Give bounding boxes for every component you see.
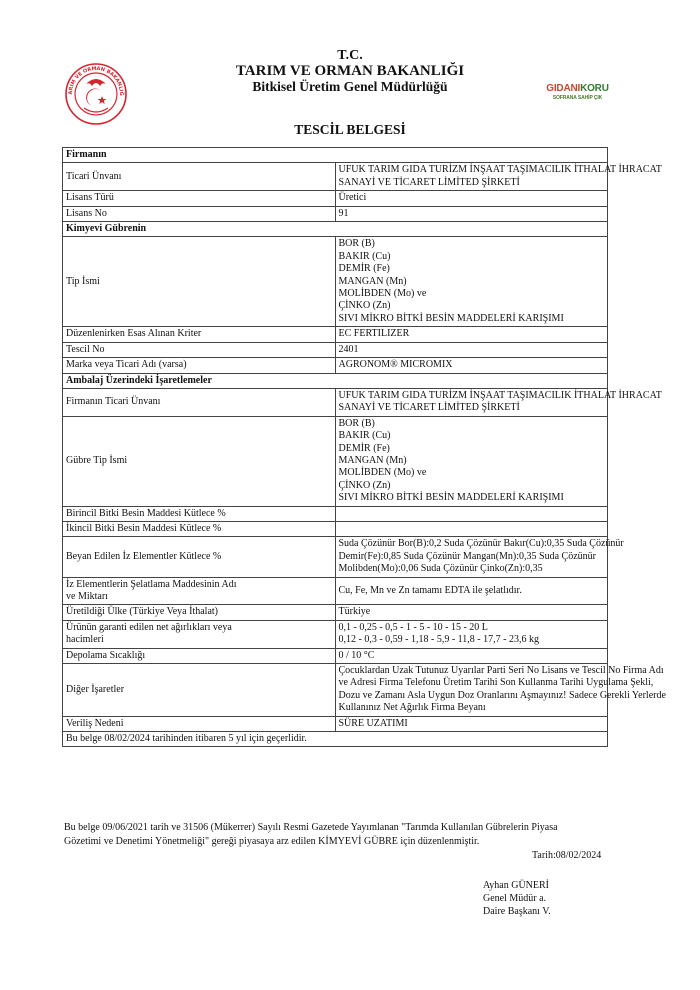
brand-value: AGRONOM® MICROMIX <box>335 358 608 373</box>
signer-title: Genel Müdür a. <box>483 893 547 904</box>
storage-temp-label: Depolama Sıcaklığı <box>63 648 336 663</box>
firm-trade-name-label: Firmanın Ticari Ünvanı <box>63 388 336 416</box>
table-row <box>63 605 608 620</box>
header-tc: T.C. <box>337 48 363 63</box>
header-ministry: TARIM VE ORMAN BAKANLIĞI <box>235 63 465 79</box>
storage-temp-value: 0 / 10 °C <box>335 648 608 663</box>
table-row <box>63 237 608 327</box>
regulation-note: Bu belge 09/06/2021 tarih ve 31506 (Mükerrer) Sayılı Resmi Gazetede Yayımlanan "Tarımda Kullanılan Gübrelerin Piyasa Gözetimi ve Denetimi Yönetmeliği" gereği piyasaya arz edilen KİMYEVİ GÜBRE için düzenlenmiştir. <box>64 822 558 847</box>
trace-elements-value: Suda Çözünür Bor(B):0,2 Suda Çözünür Bakır(Cu):0,35 Suda Çözünür Demir(Fe):0,85 Suda Çözünür Mangan(Mn):0,35 Suda Çözünür Molibden(Mo):0,06 Suda Çözünür Çinko(Zn):0,35 <box>335 537 608 577</box>
section-packaging: Ambalaj Üzerindeki İşaretlemeler <box>63 373 608 388</box>
section-firm: Firmanın <box>63 148 608 163</box>
other-markings-value: Çocuklardan Uzak Tutunuz Uyarılar Parti Seri No Lisans ve Tescil No Firma Adı ve Adresi Firma Telefonu Üretim Tarihi Son Kullanma Tarihi Uygulama Şekli, Dozu ve Zamanı Asla Uygun Doz Oranlarını Aşmayınız! Sadece Gerekli Yerlerde Kullanınız Net Ağırlık Firma Beyanı <box>335 664 608 717</box>
issue-reason-value: SÜRE UZATIMI <box>335 716 608 731</box>
table-row <box>63 716 608 731</box>
primary-nutrient-value <box>335 506 608 521</box>
firm-trade-name-value: UFUK TARIM GIDA TURİZM İNŞAAT TAŞIMACILIK İTHALAT İHRACAT SANAYİ VE TİCARET LİMİTED ŞİRKETİ <box>335 388 608 416</box>
table-row <box>63 732 608 747</box>
table-row <box>63 191 608 206</box>
gidani-koru-logo: GIDANIKORU SOFRANA SAHİP ÇIK <box>546 83 609 101</box>
table-row <box>63 506 608 521</box>
signer-department: Daire Başkanı V. <box>483 906 551 917</box>
secondary-nutrient-label: İkincil Bitki Besin Maddesi Kütlece % <box>63 521 336 536</box>
trade-name-label: Ticari Ünvanı <box>63 163 336 191</box>
signer-name: Ayhan GÜNERİ <box>483 880 550 891</box>
issue-date: Tarih:08/02/2024 <box>532 850 602 861</box>
net-weights-value: 0,1 - 0,25 - 0,5 - 1 - 5 - 10 - 15 - 20 L 0,12 - 0,3 - 0,59 - 1,18 - 5,9 - 11,8 - 17,7 - 23,6 kg <box>335 620 608 648</box>
type-name-label: Tip İsmi <box>63 237 336 327</box>
criteria-value: EC FERTILIZER <box>335 327 608 342</box>
registration-no-value: 2401 <box>335 342 608 357</box>
table-row <box>63 620 608 648</box>
table-row <box>63 388 608 416</box>
secondary-nutrient-value <box>335 521 608 536</box>
registration-no-label: Tescil No <box>63 342 336 357</box>
origin-country-label: Üretildiği Ülke (Türkiye Veya İthalat) <box>63 605 336 620</box>
table-row <box>63 342 608 357</box>
type-name-value: BOR (B) BAKIR (Cu) DEMİR (Fe) MANGAN (Mn) MOLİBDEN (Mo) ve ÇİNKO (Zn) SIVI MİKRO BİTKİ BESİN MADDELERİ KARIŞIMI <box>335 237 608 327</box>
license-type-value: Üretici <box>335 191 608 206</box>
table-row <box>63 664 608 717</box>
chelate-value: Cu, Fe, Mn ve Zn tamamı EDTA ile şelatlıdır. <box>335 577 608 605</box>
trace-elements-label: Beyan Edilen İz Elementler Kütlece % <box>63 537 336 577</box>
license-no-label: Lisans No <box>63 206 336 221</box>
document-title: TESCİL BELGESİ <box>294 122 406 137</box>
registration-table <box>62 147 666 747</box>
origin-country-value: Türkiye <box>335 605 608 620</box>
trade-name-value: UFUK TARIM GIDA TURİZM İNŞAAT TAŞIMACILIK İTHALAT İHRACAT SANAYİ VE TİCARET LİMİTED ŞİRKETİ <box>335 163 608 191</box>
criteria-label: Düzenlenirken Esas Alınan Kriter <box>63 327 336 342</box>
signature-block <box>483 879 551 918</box>
seal-text: ARIM VE ORMAN BAKANLIĞ <box>67 65 125 96</box>
license-no-value: 91 <box>335 206 608 221</box>
table-row <box>63 163 608 191</box>
svg-text:TARIM VE ORMAN BAKANLIĞI <box>64 62 125 96</box>
net-weights-label: Ürünün garanti edilen net ağırlıkları veya hacimleri <box>63 620 336 648</box>
table-row <box>63 521 608 536</box>
table-row <box>63 648 608 663</box>
primary-nutrient-label: Birincil Bitki Besin Maddesi Kütlece % <box>63 506 336 521</box>
table-row <box>63 577 608 605</box>
section-fertilizer: Kimyevi Gübrenin <box>63 222 608 237</box>
brand-label: Marka veya Ticari Adı (varsa) <box>63 358 336 373</box>
chelate-label: İz Elementlerin Şelatlama Maddesinin Adı ve Miktarı <box>63 577 336 605</box>
fertilizer-type-label: Gübre Tip İsmi <box>63 416 336 506</box>
table-row <box>63 327 608 342</box>
table-row <box>63 416 608 506</box>
table-row <box>63 206 608 221</box>
ministry-seal-logo <box>64 62 128 126</box>
fertilizer-type-value: BOR (B) BAKIR (Cu) DEMİR (Fe) MANGAN (Mn) MOLİBDEN (Mo) ve ÇİNKO (Zn) SIVI MİKRO BİTKİ BESİN MADDELERİ KARIŞIMI <box>335 416 608 506</box>
validity-statement: Bu belge 08/02/2024 tarihinden itibaren 5 yıl için geçerlidir. <box>63 732 608 747</box>
issue-reason-label: Veriliş Nedeni <box>63 716 336 731</box>
table-row <box>63 537 608 577</box>
table-row <box>63 358 608 373</box>
license-type-label: Lisans Türü <box>63 191 336 206</box>
header-directorate: Bitkisel Üretim Genel Müdürlüğü <box>252 79 448 94</box>
other-markings-label: Diğer İşaretler <box>63 664 336 717</box>
